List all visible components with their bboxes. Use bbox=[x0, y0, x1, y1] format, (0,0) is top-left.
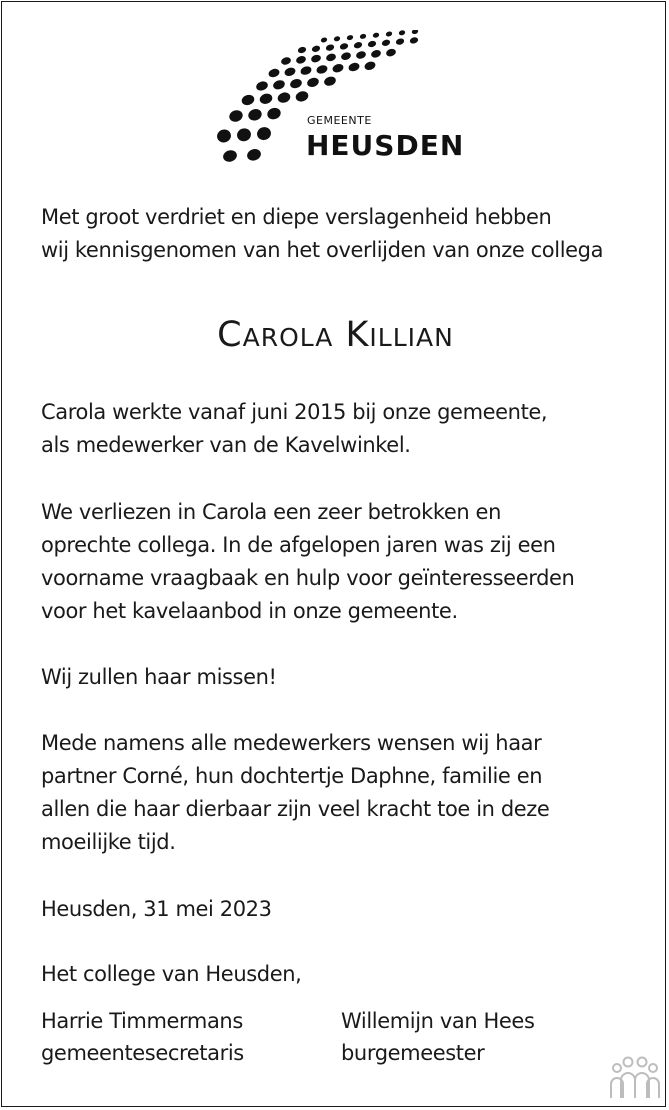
intro-line: wij kennisgenomen van het overlijden van onze collega bbox=[41, 238, 604, 262]
signatory-secretary bbox=[41, 1005, 244, 1069]
intro-line: Met groot verdriet en diepe verslagenheid hebben bbox=[41, 205, 552, 229]
miss-line: Wij zullen haar missen! bbox=[41, 665, 277, 689]
logo-dot bbox=[395, 37, 405, 45]
logo-dot bbox=[409, 36, 419, 44]
logo-dot bbox=[325, 43, 335, 51]
logo-dot bbox=[340, 51, 352, 61]
logo-dot bbox=[255, 80, 269, 92]
logo-dot bbox=[255, 125, 272, 141]
deceased-name: Carola Killian bbox=[217, 315, 454, 355]
logo-dot bbox=[339, 42, 349, 50]
logo-dot bbox=[353, 41, 363, 49]
work-line: als medewerker van de Kavelwinkel. bbox=[41, 433, 411, 457]
tribute-line: voorname vraagbaak en hulp voor geïnteresseerden bbox=[41, 566, 575, 590]
logo-dot bbox=[372, 32, 380, 39]
logo-dot bbox=[311, 45, 321, 53]
logo-dot bbox=[331, 63, 344, 74]
logo-dot bbox=[363, 60, 376, 71]
logo-dot bbox=[272, 79, 286, 91]
logo-dot bbox=[367, 40, 377, 48]
logo-dot bbox=[323, 75, 337, 87]
condolences-paragraph bbox=[41, 727, 651, 859]
condolences-line: Mede namens alle medewerkers wensen wij haar bbox=[41, 731, 542, 755]
logo-dot bbox=[359, 33, 367, 40]
signatory-name: Willemijn van Hees bbox=[341, 1009, 535, 1033]
condolences-line: partner Corné, hun dochtertje Daphne, familie en bbox=[41, 764, 543, 788]
date-place-line: Heusden, 31 mei 2023 bbox=[41, 897, 272, 921]
logo-dot bbox=[289, 78, 303, 90]
logo-dot bbox=[266, 106, 282, 121]
logo-dot bbox=[235, 127, 252, 143]
tribute-paragraph bbox=[41, 496, 651, 628]
logo-dot bbox=[333, 36, 341, 43]
logo-dot bbox=[267, 67, 280, 78]
logo-dot bbox=[295, 55, 307, 65]
logo-dot bbox=[355, 50, 367, 60]
intro-paragraph bbox=[41, 201, 651, 267]
logo-dot bbox=[258, 92, 273, 105]
date-place bbox=[41, 893, 651, 926]
logo-dot bbox=[306, 76, 320, 88]
logo-dot bbox=[215, 128, 232, 144]
logo-dot bbox=[247, 107, 263, 122]
signatory-role: gemeentesecretaris bbox=[41, 1041, 244, 1065]
condolences-line: allen die haar dierbaar zijn veel kracht toe in deze bbox=[41, 797, 550, 821]
logo-dot bbox=[411, 30, 419, 35]
logo-dot bbox=[276, 91, 291, 104]
signoff-line: Het college van Heusden, bbox=[41, 962, 302, 986]
logo-gemeente-text: GEMEENTE bbox=[307, 114, 372, 127]
logo-dot bbox=[385, 31, 393, 38]
work-line: Carola werkte vanaf juni 2015 bij onze gemeente, bbox=[41, 400, 548, 424]
logo-heusden-text: HEUSDEN bbox=[306, 129, 464, 162]
work-paragraph bbox=[41, 396, 651, 462]
miss-paragraph bbox=[41, 661, 651, 694]
heusden-logo bbox=[214, 30, 464, 170]
logo-dot bbox=[370, 49, 382, 59]
logo-dot bbox=[297, 46, 307, 54]
logo-dot bbox=[315, 64, 328, 75]
logo-dot bbox=[294, 90, 309, 103]
logo-dots-icon bbox=[214, 30, 464, 170]
logo-dot bbox=[299, 65, 312, 76]
logo-dot bbox=[310, 54, 322, 64]
signatory-name: Harrie Timmermans bbox=[41, 1009, 243, 1033]
logo-dot bbox=[246, 147, 263, 162]
signatory-mayor bbox=[341, 1005, 535, 1069]
signoff bbox=[41, 958, 651, 991]
logo-dot bbox=[381, 39, 391, 47]
logo-dot bbox=[222, 149, 239, 164]
logo-dot bbox=[228, 109, 244, 124]
logo-dot bbox=[347, 61, 360, 72]
condolences-line: moeilijke tijd. bbox=[41, 830, 176, 854]
logo-dot bbox=[325, 52, 337, 62]
people-group-icon bbox=[609, 1054, 661, 1100]
obituary-card bbox=[1, 1, 666, 1107]
logo-dot bbox=[280, 56, 292, 66]
logo-dot bbox=[320, 37, 328, 44]
logo-dot bbox=[346, 34, 354, 41]
logo-dot bbox=[385, 48, 397, 58]
tribute-line: voor het kavelaanbod in onze gemeente. bbox=[41, 599, 458, 623]
logo-dot bbox=[240, 93, 255, 106]
logo-dot bbox=[283, 66, 296, 77]
tribute-line: We verliezen in Carola een zeer betrokken en bbox=[41, 500, 501, 524]
signatory-role: burgemeester bbox=[341, 1041, 485, 1065]
tribute-line: oprechte collega. In de afgelopen jaren was zij een bbox=[41, 533, 556, 557]
logo-dot bbox=[398, 30, 406, 36]
